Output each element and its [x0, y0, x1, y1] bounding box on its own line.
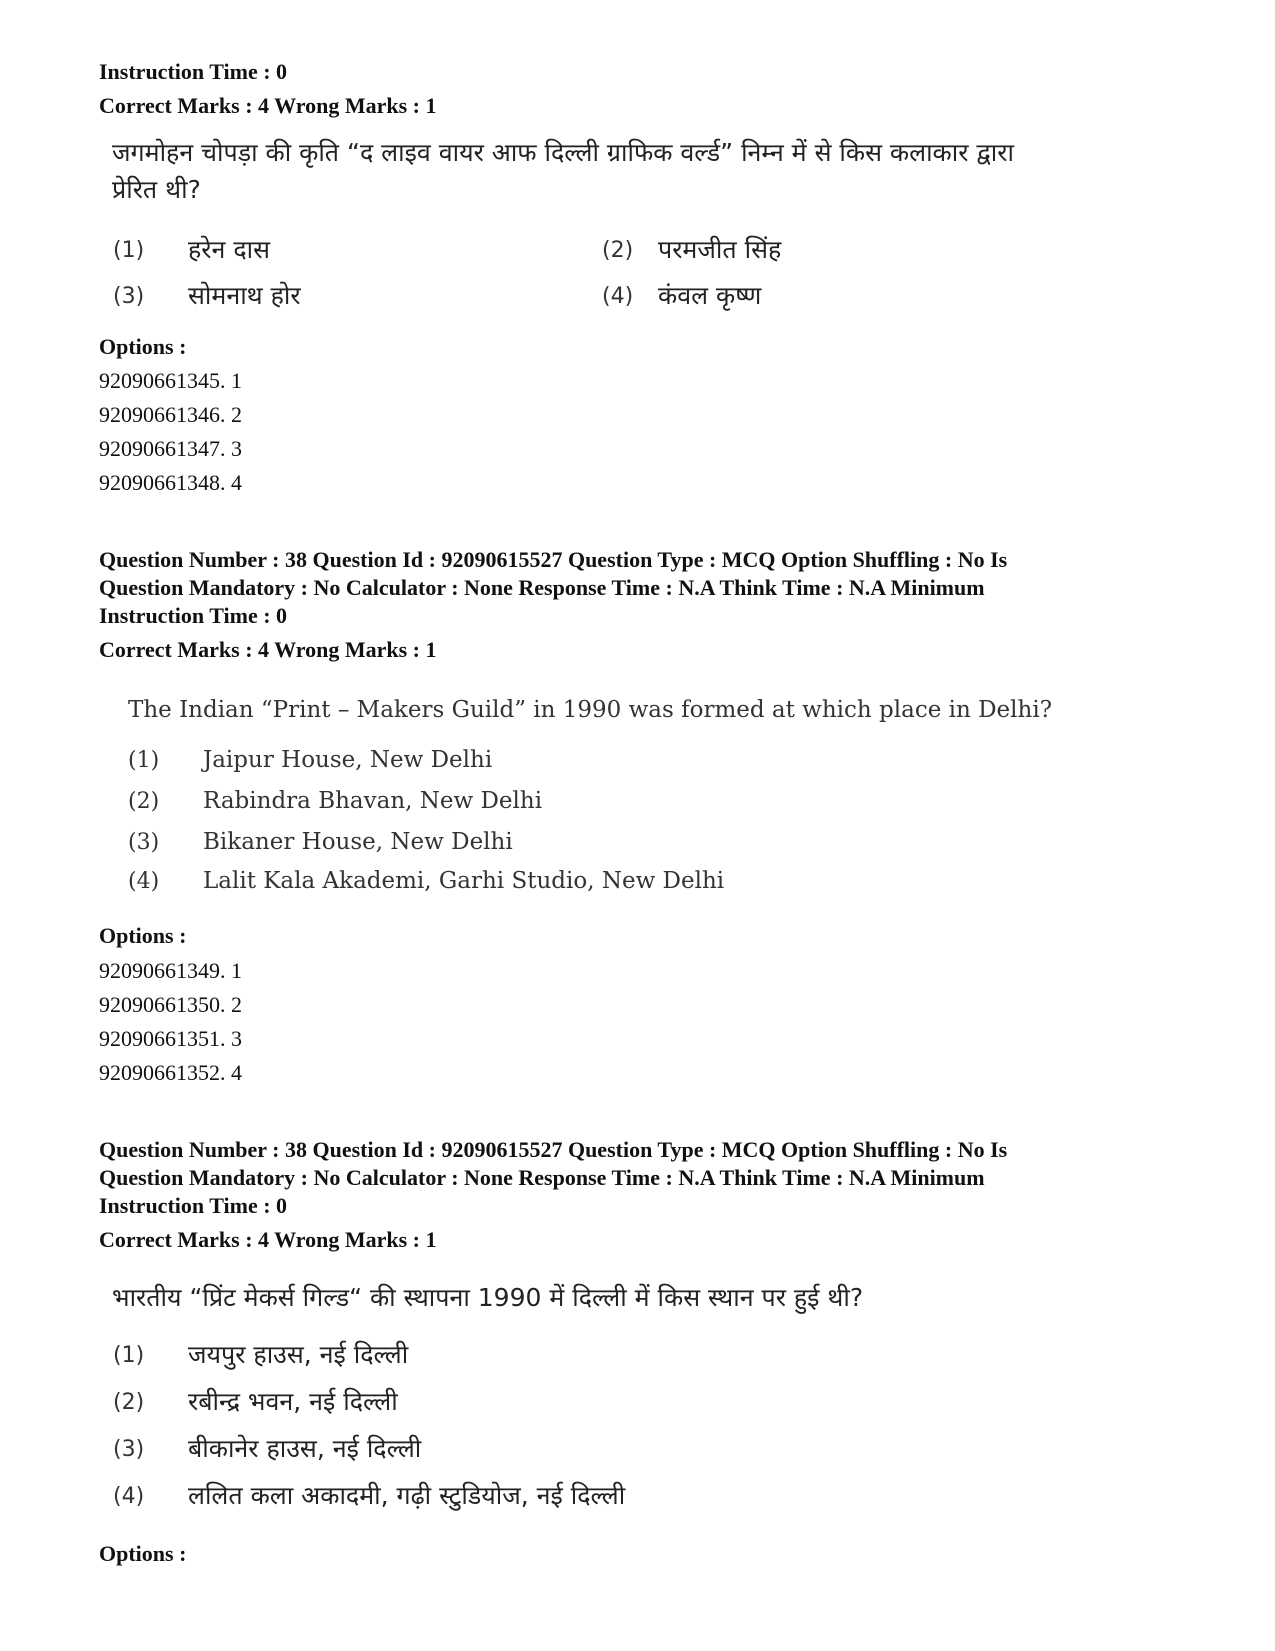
choice-number: (1): [128, 748, 160, 773]
question-text-line-2: प्रेरित थी?: [112, 175, 201, 204]
choice-text: परमजीत सिंह: [658, 235, 782, 264]
choice-number: (1): [113, 1343, 145, 1368]
marks-line: Correct Marks : 4 Wrong Marks : 1: [99, 637, 437, 662]
question-header-line-2: Question Mandatory : No Calculator : None Response Time : N.A Think Time : N.A Minimum: [99, 1165, 985, 1190]
options-label: Options :: [99, 1541, 187, 1566]
choice-number: (4): [113, 1484, 145, 1509]
question-header-line-3: Instruction Time : 0: [99, 1193, 288, 1218]
choice-text: हरेन दास: [188, 235, 270, 264]
option-id: 92090661346. 2: [99, 402, 242, 427]
question-header-line-1: Question Number : 38 Question Id : 92090615527 Question Type : MCQ Option Shuffling : No Is: [99, 547, 1008, 572]
question-text: भारतीय “प्रिंट मेकर्स गिल्ड“ की स्थापना 1990 में दिल्ली में किस स्थान पर हुई थी?: [112, 1283, 864, 1312]
option-id: 92090661345. 1: [99, 368, 242, 393]
options-label: Options :: [99, 334, 187, 359]
choice-number: (3): [128, 830, 160, 855]
choice-text: बीकानेर हाउस, नई दिल्ली: [188, 1434, 422, 1463]
option-id: 92090661351. 3: [99, 1026, 242, 1051]
choice-number: (2): [602, 238, 634, 263]
marks-line: Correct Marks : 4 Wrong Marks : 1: [99, 93, 437, 118]
question-header-line-2: Question Mandatory : No Calculator : None Response Time : N.A Think Time : N.A Minimum: [99, 575, 985, 600]
option-id: 92090661348. 4: [99, 470, 242, 495]
choice-number: (1): [113, 238, 145, 263]
options-label: Options :: [99, 923, 187, 948]
choice-number: (4): [128, 869, 160, 894]
choice-number: (2): [128, 789, 160, 814]
question-header-line-3: Instruction Time : 0: [99, 603, 288, 628]
choice-text: Lalit Kala Akademi, Garhi Studio, New Delhi: [203, 868, 725, 894]
choice-number: (4): [602, 284, 634, 309]
choice-text: Jaipur House, New Delhi: [203, 747, 493, 773]
option-id: 92090661349. 1: [99, 958, 242, 983]
choice-number: (3): [113, 1437, 145, 1462]
choice-number: (3): [113, 284, 145, 309]
choice-text: सोमनाथ होर: [188, 281, 301, 310]
option-id: 92090661347. 3: [99, 436, 242, 461]
option-id: 92090661352. 4: [99, 1060, 242, 1085]
choice-text: रबीन्द्र भवन, नई दिल्ली: [188, 1387, 398, 1416]
choice-text: कंवल कृष्ण: [658, 281, 762, 310]
choice-text: Rabindra Bhavan, New Delhi: [203, 788, 543, 814]
choice-number: (2): [113, 1390, 145, 1415]
choice-text: Bikaner House, New Delhi: [203, 829, 513, 855]
choice-text: जयपुर हाउस, नई दिल्ली: [188, 1340, 409, 1369]
question-text-line-1: जगमोहन चोपड़ा की कृति “द लाइव वायर आफ दिल्ली ग्राफिक वर्ल्ड” निम्न में से किस कलाकार द्वारा: [112, 138, 1014, 167]
choice-text: ललित कला अकादमी, गढ़ी स्टुडियोज, नई दिल्ली: [188, 1481, 626, 1510]
option-id: 92090661350. 2: [99, 992, 242, 1017]
instruction-time: Instruction Time : 0: [99, 59, 288, 84]
marks-line: Correct Marks : 4 Wrong Marks : 1: [99, 1227, 437, 1252]
question-header-line-1: Question Number : 38 Question Id : 92090615527 Question Type : MCQ Option Shuffling : No Is: [99, 1137, 1008, 1162]
question-text: The Indian “Print – Makers Guild” in 1990 was formed at which place in Delhi?: [128, 697, 1053, 723]
